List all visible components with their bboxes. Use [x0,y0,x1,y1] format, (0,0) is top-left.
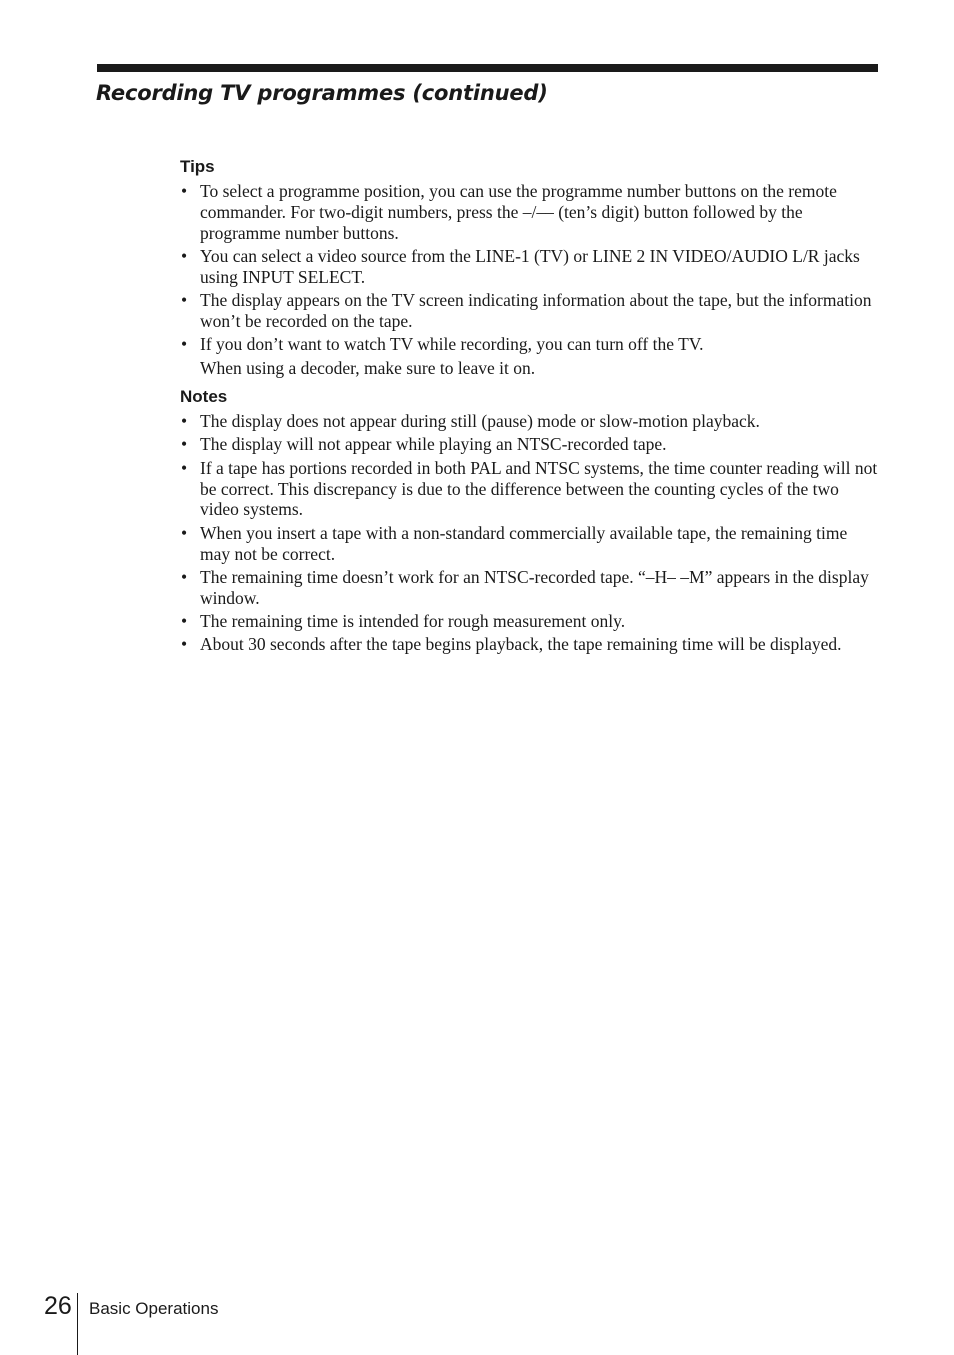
bullet-icon: • [181,290,188,311]
list-item [180,611,880,632]
page-number: 26 [44,1292,72,1320]
tips-list [180,181,880,379]
note-text: The remaining time doesn’t work for an NTSC-recorded tape. “–H– –M” appears in the display window. [200,566,869,608]
list-item [180,634,880,655]
bullet-icon: • [181,181,188,201]
tip-text: To select a programme position, you can use the programme number buttons on the remote commander. For two-digit numbers, press the –/–– (ten’s digit) button followed by the programme number buttons. [200,181,837,243]
bullet-icon: • [181,634,188,655]
bullet-icon: • [181,566,188,587]
tip-extra-text: When using a decoder, make sure to leave it on. [200,358,536,379]
note-text: About 30 seconds after the tape begins playback, the tape remaining time will be displayed. [200,634,842,655]
note-text: When you insert a tape with a non-standard commercially available tape, the remaining time may not be correct. [200,522,848,564]
tip-text: You can select a video source from the LINE-1 (TV) or LINE 2 IN VIDEO/AUDIO L/R jacks using INPUT SELECT. [200,245,860,287]
note-text: The display will not appear while playing an NTSC-recorded tape. [200,434,667,455]
bullet-icon: • [181,611,188,632]
bullet-icon: • [181,457,188,478]
bullet-icon: • [181,522,188,543]
main-content [180,156,880,658]
list-item [180,334,880,379]
list-item [180,246,880,288]
note-text: The remaining time is intended for rough measurement only. [200,611,626,632]
list-item [180,567,880,609]
list-item [180,458,880,520]
header-rule [97,64,878,72]
tip-text: The display appears on the TV screen indicating information about the tape, but the information won’t be recorded on the tape. [200,290,872,331]
list-item [180,434,880,455]
page-title: Recording TV programmes (continued) [96,81,548,105]
note-text: The display does not appear during still (pause) mode or slow-motion playback. [200,410,760,431]
footer-section-label: Basic Operations [89,1299,219,1318]
list-item [180,181,880,243]
list-item [180,290,880,332]
bullet-icon: • [181,434,188,455]
tips-heading: Tips [180,157,215,176]
footer-divider [77,1293,78,1355]
note-text: If a tape has portions recorded in both PAL and NTSC systems, the time counter reading will not be correct. This discrepancy is due to the difference between the counting cycles of the two video systems. [200,457,878,520]
bullet-icon: • [181,245,188,266]
list-item [180,523,880,565]
notes-heading: Notes [180,386,228,406]
tip-text: If you don’t want to watch TV while recording, you can turn off the TV. [200,334,704,355]
bullet-icon: • [181,334,188,355]
bullet-icon: • [181,410,188,431]
notes-list [180,411,880,655]
list-item [180,411,880,432]
